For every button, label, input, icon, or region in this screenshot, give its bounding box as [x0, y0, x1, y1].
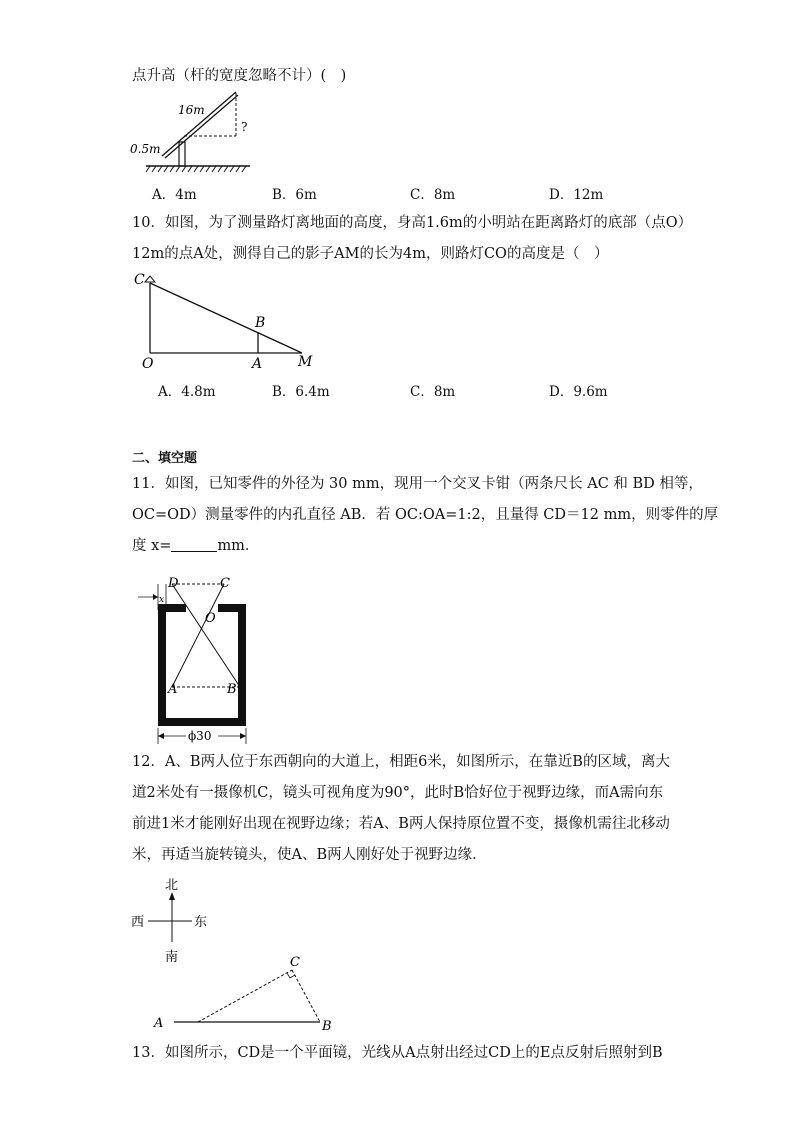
q10-line-2: 12m的点A处，测得自己的影子AM的长为4m，则路灯CO的高度是（ ）	[132, 246, 609, 262]
q10-option-d: D．9.6m	[549, 384, 608, 400]
label-x: x	[159, 595, 165, 605]
q13-line-1: 13．如图所示，CD是一个平面镜，光线从A点射出经过CD上的E点反射后照射到B	[132, 1045, 663, 1061]
q11-figure	[130, 572, 260, 744]
ground-hatching	[146, 166, 246, 172]
label-o: O	[205, 611, 216, 626]
label-phi30: ϕ30	[188, 729, 212, 743]
q11-line-2: OC=OD）测量零件的内孔直径 AB．若 OC:OA=1:2，且量得 CD＝12 mm，则零件的厚	[132, 507, 719, 523]
q10-option-a: A．4.8m	[158, 384, 216, 400]
compass-south: 南	[165, 950, 179, 965]
x-arrow-head	[153, 594, 158, 600]
north-arrow-icon	[169, 892, 175, 900]
q11-line-3-prefix: 度 x=	[132, 538, 172, 554]
lamp-icon	[145, 276, 155, 282]
label-c: C	[220, 576, 230, 591]
label-d: D	[168, 576, 179, 591]
dim-arrow-left	[158, 733, 164, 739]
view-edge-right	[292, 970, 320, 1022]
label-b: B	[322, 1019, 332, 1034]
q11-line-1: 11．如图，已知零件的外径为 30 mm，现用一个交叉卡钳（两条尺长 AC 和 BD 相等，	[132, 476, 703, 492]
label-a: A	[154, 1016, 164, 1031]
label-question-mark: ?	[241, 120, 248, 134]
dim-arrow-right	[240, 733, 246, 739]
label-o: O	[142, 356, 154, 372]
q9-option-b: B．6m	[272, 187, 317, 203]
q10-line-1: 10．如图，为了测量路灯离地面的高度，身高1.6m的小明站在距离路灯的底部（点O）	[132, 215, 693, 231]
label-b: B	[255, 315, 266, 331]
section-title-fill-in: 二、填空题	[132, 451, 198, 466]
q12-figure	[126, 874, 346, 1036]
q11-line-3-suffix: mm．	[217, 538, 260, 554]
q9-option-c: C．8m	[410, 187, 456, 203]
light-ray-cm	[150, 283, 302, 353]
label-m: M	[298, 354, 313, 370]
part-outline	[162, 608, 242, 722]
q12-line-2: 道2米处有一摄像机C，镜头可视角度为90°，此时B恰好位于视野边缘，而A需向东	[132, 785, 664, 801]
label-16m: 16m	[178, 103, 205, 117]
label-c: C	[134, 272, 145, 288]
compass-north: 北	[165, 878, 179, 893]
compass-east: 东	[194, 915, 208, 930]
q9-option-a: A．4m	[152, 187, 197, 203]
q9-option-d: D．12m	[549, 187, 604, 203]
q10-option-c: C．8m	[410, 384, 456, 400]
q10-figure	[128, 268, 328, 374]
q10-option-b: B．6.4m	[272, 384, 330, 400]
label-c: C	[290, 955, 300, 970]
lever-line-1	[162, 92, 236, 156]
label-a: A	[252, 356, 263, 372]
right-angle-mark	[287, 973, 295, 978]
q12-line-4: 米，再适当旋转镜头，使A、B两人刚好处于视野边缘．	[132, 847, 487, 863]
q12-line-1: 12．A、B两人位于东西朝向的大道上，相距6米，如图所示，在靠近B的区域，离大	[132, 754, 670, 770]
answer-blank-x[interactable]	[171, 537, 217, 552]
label-a: A	[168, 682, 178, 697]
compass-west: 西	[131, 915, 145, 930]
label-0-5m: 0.5m	[130, 142, 161, 156]
q9-figure	[128, 86, 258, 174]
view-edge-left	[198, 970, 292, 1022]
label-b: B	[227, 682, 237, 697]
q12-line-3: 前进1米才能刚好出现在视野边缘；若A、B两人保持原位置不变，摄像机需往北移动	[132, 816, 670, 832]
caliper-arm-ca	[172, 584, 224, 687]
q11-line-3	[132, 536, 259, 556]
q9-question-tail: 点升高（杆的宽度忽略不计）( )	[132, 68, 347, 84]
caliper-arm-db	[172, 584, 240, 687]
